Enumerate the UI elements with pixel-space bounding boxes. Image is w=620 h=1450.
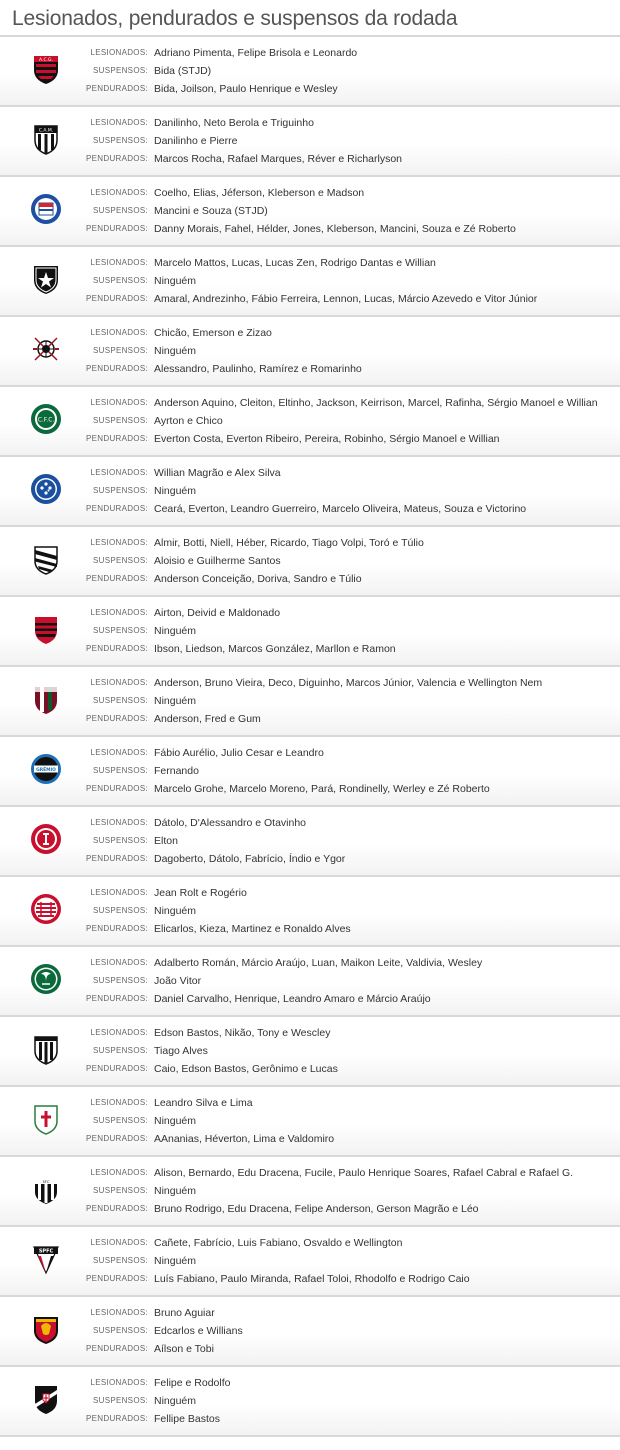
- lesionados-value: Jean Rolt e Rogério: [154, 887, 247, 899]
- lesionados-value: Airton, Deivid e Maldonado: [154, 607, 281, 619]
- lesionados-label: LESIONADOS:: [90, 748, 148, 757]
- suspensos-value: Ninguém: [154, 625, 197, 637]
- pendurados-value: Aílson e Tobi: [154, 1343, 214, 1355]
- lesionados-label: LESIONADOS:: [90, 1308, 148, 1317]
- suspensos-label: SUSPENSOS:: [92, 66, 148, 75]
- suspensos-label: SUSPENSOS:: [92, 1116, 148, 1125]
- pendurados-value: Anderson Conceição, Doriva, Sandro e Túlio: [154, 573, 362, 585]
- team-row: [0, 1155, 620, 1225]
- pendurados-label: PENDURADOS:: [86, 924, 148, 933]
- team-row: [0, 945, 620, 1015]
- suspensos-value: Fernando: [154, 765, 199, 777]
- pendurados-label: PENDURADOS:: [86, 1414, 148, 1423]
- team-row: [0, 735, 620, 805]
- lesionados-value: Willian Magrão e Alex Silva: [154, 467, 281, 479]
- lesionados-value: Coelho, Elias, Jéferson, Kleberson e Madson: [154, 187, 365, 199]
- team-row: [0, 1085, 620, 1155]
- lesionados-value: Almir, Botti, Niell, Héber, Ricardo, Tiago Volpi, Toró e Túlio: [154, 537, 424, 549]
- svg-text:C.A.M.: C.A.M.: [38, 128, 54, 134]
- svg-text:SPFC: SPFC: [38, 1248, 54, 1255]
- pendurados-value: Danny Morais, Fahel, Hélder, Jones, Kleberson, Mancini, Souza e Zé Roberto: [154, 223, 516, 235]
- pendurados-label: PENDURADOS:: [86, 434, 148, 443]
- lesionados-label: LESIONADOS:: [90, 468, 148, 477]
- suspensos-label: SUSPENSOS:: [92, 1396, 148, 1405]
- pendurados-label: PENDURADOS:: [86, 504, 148, 513]
- suspensos-value: Edcarlos e Willians: [154, 1325, 243, 1337]
- pendurados-value: Ceará, Everton, Leandro Guerreiro, Marcelo Oliveira, Mateus, Souza e Victorino: [154, 503, 527, 515]
- suspensos-label: SUSPENSOS:: [92, 626, 148, 635]
- lesionados-label: LESIONADOS:: [90, 1098, 148, 1107]
- svg-text:A.C.G.: A.C.G.: [39, 58, 53, 63]
- svg-text:SFC: SFC: [42, 1180, 50, 1184]
- lesionados-label: LESIONADOS:: [90, 258, 148, 267]
- suspensos-label: SUSPENSOS:: [92, 416, 148, 425]
- lesionados-label: LESIONADOS:: [90, 398, 148, 407]
- team-row: [0, 105, 620, 175]
- page-title: Lesionados, pendurados e suspensos da rodada: [12, 7, 458, 30]
- suspensos-value: Ninguém: [154, 905, 197, 917]
- suspensos-value: Elton: [154, 835, 178, 847]
- lesionados-value: Adriano Pimenta, Felipe Brisola e Leonardo: [154, 47, 358, 59]
- suspensos-value: Ayrton e Chico: [154, 415, 223, 427]
- pendurados-value: Everton Costa, Everton Ribeiro, Pereira, Robinho, Sérgio Manoel e Willian: [154, 433, 500, 445]
- suspensos-label: SUSPENSOS:: [92, 1256, 148, 1265]
- lesionados-label: LESIONADOS:: [90, 608, 148, 617]
- lesionados-label: LESIONADOS:: [90, 888, 148, 897]
- pendurados-value: Elicarlos, Kieza, Martinez e Ronaldo Alves: [154, 923, 351, 935]
- suspensos-label: SUSPENSOS:: [92, 836, 148, 845]
- lesionados-value: Adalberto Román, Márcio Araújo, Luan, Maikon Leite, Valdivia, Wesley: [154, 957, 483, 969]
- suspensos-value: Ninguém: [154, 485, 197, 497]
- lesionados-value: Bruno Aguiar: [154, 1307, 215, 1319]
- lesionados-value: Anderson Aquino, Cleiton, Eltinho, Jackson, Keirrison, Marcel, Rafinha, Sérgio Manoel e Willian: [154, 397, 598, 409]
- pendurados-value: Bruno Rodrigo, Edu Dracena, Felipe Anderson, Gerson Magrão e Léo: [154, 1203, 479, 1215]
- team-row: [0, 665, 620, 735]
- suspensos-label: SUSPENSOS:: [92, 346, 148, 355]
- pendurados-label: PENDURADOS:: [86, 574, 148, 583]
- lesionados-value: Fábio Aurélio, Julio Cesar e Leandro: [154, 747, 324, 759]
- lesionados-label: LESIONADOS:: [90, 678, 148, 687]
- suspensos-label: SUSPENSOS:: [92, 1186, 148, 1195]
- lesionados-value: Danilinho, Neto Berola e Triguinho: [154, 117, 314, 129]
- lesionados-value: Felipe e Rodolfo: [154, 1377, 231, 1389]
- pendurados-label: PENDURADOS:: [86, 644, 148, 653]
- suspensos-value: Mancini e Souza (STJD): [154, 205, 268, 217]
- suspensos-label: SUSPENSOS:: [92, 696, 148, 705]
- suspensos-label: SUSPENSOS:: [92, 276, 148, 285]
- suspensos-label: SUSPENSOS:: [92, 906, 148, 915]
- lesionados-label: LESIONADOS:: [90, 188, 148, 197]
- pendurados-label: PENDURADOS:: [86, 84, 148, 93]
- pendurados-label: PENDURADOS:: [86, 784, 148, 793]
- lesionados-value: Marcelo Mattos, Lucas, Lucas Zen, Rodrigo Dantas e Willian: [154, 257, 436, 269]
- lesionados-value: Anderson, Bruno Vieira, Deco, Diguinho, Marcos Júnior, Valencia e Wellington Nem: [154, 677, 543, 689]
- pendurados-label: PENDURADOS:: [86, 1204, 148, 1213]
- lesionados-label: LESIONADOS:: [90, 538, 148, 547]
- suspensos-value: João Vitor: [154, 975, 202, 987]
- suspensos-value: Ninguém: [154, 1185, 197, 1197]
- suspensos-label: SUSPENSOS:: [92, 556, 148, 565]
- suspensos-value: Ninguém: [154, 345, 197, 357]
- team-row: [0, 1015, 620, 1085]
- pendurados-value: Dagoberto, Dátolo, Fabrício, Índio e Ygor: [154, 853, 346, 865]
- lesionados-label: LESIONADOS:: [90, 1378, 148, 1387]
- suspensos-value: Bida (STJD): [154, 65, 212, 77]
- lesionados-label: LESIONADOS:: [90, 1168, 148, 1177]
- pendurados-label: PENDURADOS:: [86, 224, 148, 233]
- svg-text:C.F.C.: C.F.C.: [37, 416, 55, 424]
- lesionados-value: Leandro Silva e Lima: [154, 1097, 253, 1109]
- pendurados-value: Luís Fabiano, Paulo Miranda, Rafael Toloi, Rhodolfo e Rodrigo Caio: [154, 1273, 470, 1285]
- lesionados-value: Dátolo, D'Alessandro e Otavinho: [154, 817, 307, 829]
- lesionados-value: Cañete, Fabrício, Luis Fabiano, Osvaldo e Wellington: [154, 1237, 403, 1249]
- team-row: [0, 1295, 620, 1365]
- pendurados-value: Ibson, Liedson, Marcos González, Marllon e Ramon: [154, 643, 396, 655]
- team-row: [0, 525, 620, 595]
- suspensos-value: Aloisio e Guilherme Santos: [154, 555, 281, 567]
- pendurados-value: AAnanias, Héverton, Lima e Valdomiro: [154, 1133, 335, 1145]
- team-row: [0, 1225, 620, 1295]
- suspensos-value: Ninguém: [154, 1395, 197, 1407]
- lesionados-label: LESIONADOS:: [90, 48, 148, 57]
- lesionados-value: Chicão, Emerson e Zizao: [154, 327, 272, 339]
- suspensos-label: SUSPENSOS:: [92, 766, 148, 775]
- suspensos-label: SUSPENSOS:: [92, 1326, 148, 1335]
- team-row: [0, 35, 620, 105]
- team-row: [0, 595, 620, 665]
- suspensos-label: SUSPENSOS:: [92, 136, 148, 145]
- team-row: [0, 315, 620, 385]
- pendurados-label: PENDURADOS:: [86, 154, 148, 163]
- pendurados-label: PENDURADOS:: [86, 1134, 148, 1143]
- team-row: [0, 805, 620, 875]
- team-row: [0, 455, 620, 525]
- suspensos-value: Danilinho e Pierre: [154, 135, 238, 147]
- lesionados-label: LESIONADOS:: [90, 328, 148, 337]
- pendurados-label: PENDURADOS:: [86, 1344, 148, 1353]
- pendurados-value: Marcos Rocha, Rafael Marques, Réver e Richarlyson: [154, 153, 403, 165]
- suspensos-value: Ninguém: [154, 695, 197, 707]
- pendurados-label: PENDURADOS:: [86, 1274, 148, 1283]
- pendurados-value: Anderson, Fred e Gum: [154, 713, 261, 725]
- pendurados-label: PENDURADOS:: [86, 854, 148, 863]
- suspensos-value: Tiago Alves: [154, 1045, 208, 1057]
- lesionados-value: Alison, Bernardo, Edu Dracena, Fucile, Paulo Henrique Soares, Rafael Cabral e Rafael G.: [154, 1167, 574, 1179]
- pendurados-value: Amaral, Andrezinho, Fábio Ferreira, Lennon, Lucas, Márcio Azevedo e Vitor Júnior: [154, 293, 538, 305]
- svg-text:GRÊMIO: GRÊMIO: [36, 767, 56, 773]
- team-row: [0, 1365, 620, 1437]
- suspensos-label: SUSPENSOS:: [92, 1046, 148, 1055]
- lesionados-label: LESIONADOS:: [90, 1238, 148, 1247]
- suspensos-label: SUSPENSOS:: [92, 976, 148, 985]
- lesionados-label: LESIONADOS:: [90, 118, 148, 127]
- team-row: [0, 385, 620, 455]
- pendurados-value: Bida, Joilson, Paulo Henrique e Wesley: [154, 83, 338, 95]
- pendurados-value: Fellipe Bastos: [154, 1413, 220, 1425]
- pendurados-value: Caio, Edson Bastos, Gerônimo e Lucas: [154, 1063, 338, 1075]
- pendurados-label: PENDURADOS:: [86, 364, 148, 373]
- pendurados-label: PENDURADOS:: [86, 1064, 148, 1073]
- suspensos-label: SUSPENSOS:: [92, 486, 148, 495]
- pendurados-label: PENDURADOS:: [86, 994, 148, 1003]
- suspensos-value: Ninguém: [154, 275, 197, 287]
- pendurados-value: Marcelo Grohe, Marcelo Moreno, Pará, Rondinelly, Werley e Zé Roberto: [154, 783, 490, 795]
- team-row: [0, 245, 620, 315]
- suspensos-value: Ninguém: [154, 1115, 197, 1127]
- suspensos-label: SUSPENSOS:: [92, 206, 148, 215]
- lesionados-label: LESIONADOS:: [90, 958, 148, 967]
- pendurados-value: Daniel Carvalho, Henrique, Leandro Amaro e Márcio Araújo: [154, 993, 431, 1005]
- pendurados-label: PENDURADOS:: [86, 294, 148, 303]
- team-row: [0, 875, 620, 945]
- lesionados-label: LESIONADOS:: [90, 1028, 148, 1037]
- pendurados-value: Alessandro, Paulinho, Ramírez e Romarinho: [154, 363, 362, 375]
- teams-list: [0, 35, 620, 1437]
- suspensos-value: Ninguém: [154, 1255, 197, 1267]
- lesionados-label: LESIONADOS:: [90, 818, 148, 827]
- pendurados-label: PENDURADOS:: [86, 714, 148, 723]
- lesionados-value: Edson Bastos, Nikão, Tony e Wescley: [154, 1027, 331, 1039]
- team-row: [0, 175, 620, 245]
